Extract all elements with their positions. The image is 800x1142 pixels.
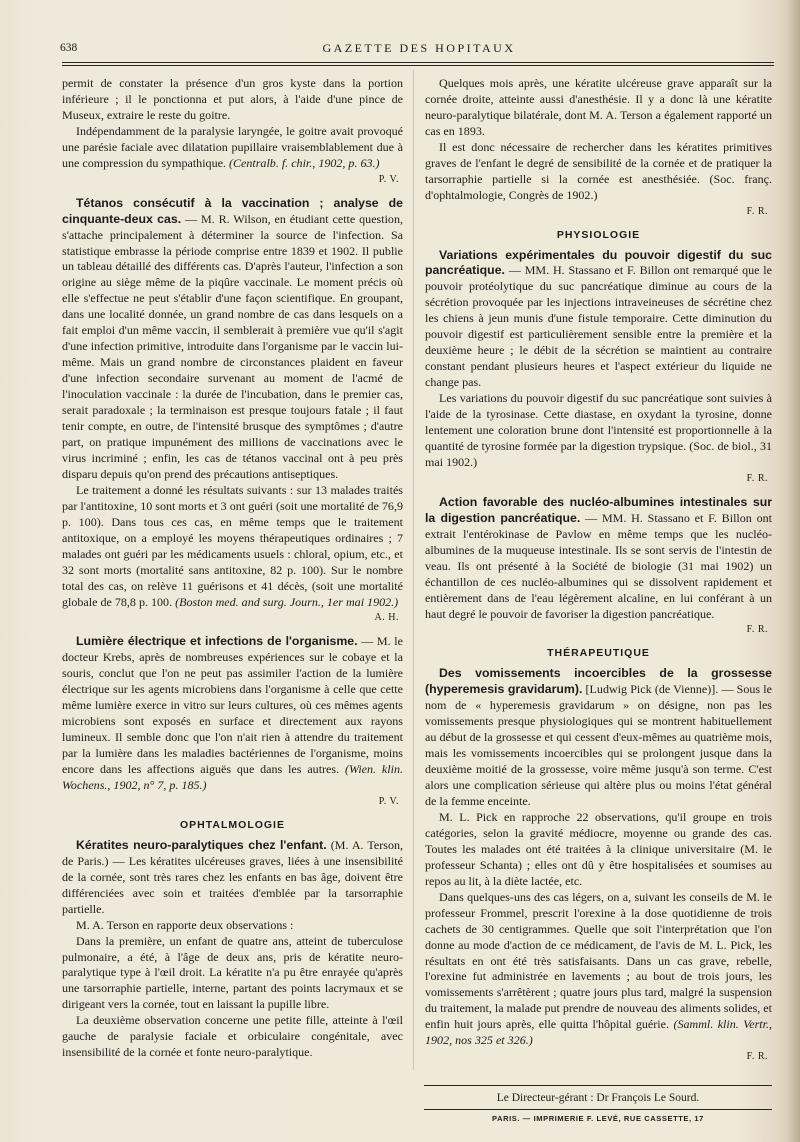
article-paragraph: Indépendamment de la paralysie laryngée, le goitre avait provoqué une parésie faciale avec dilatation pupillaire vraisemblablement due à une compression du sympathique. (Centralb. f. chir., 1902, p. 63.) xyxy=(62,123,403,170)
article-paragraph: Kératites neuro-paralytiques chez l'enfant. (M. A. Terson, de Paris.) — Les kératites ulcéreuses graves, liées à une insensibilité de la cornée, sont très rares chez les enfants en bas âge, doivent être différenciées avec soin et traitées d'emblée par la tarsorraphie partielle. xyxy=(62,837,403,916)
author-initials: F. R. xyxy=(746,624,768,636)
article-reference: (Boston med. and surg. Journ., 1er mai 1902.) xyxy=(175,594,399,609)
article-title: Tétanos consécutif à la vaccination ; analyse de cinquante-deux cas. xyxy=(62,195,403,226)
article-reference: (Centralb. f. chir., 1902, p. 63.) xyxy=(228,155,380,170)
article-paragraph: Action favorable des nucléo-albumines intestinales sur la digestion pancréatique. — MM. H. Stassano et F. Billon ont extrait l'entérokinase de Pavlow en même temps que les nucléo-albumines de la muqueuse intestinale. Ils se sont servis de l'intestin de veau. Ils ont présenté à la Société de biologie (31 mai 1902) un échantillon de ces nucléo-albumines qui se dissolvent rapidement et entièrement dans de l'eau légèrement alcaline, en lui conférant à un haut degré le pouvoir de favoriser la digestion pancréatique. xyxy=(425,494,773,621)
article-paragraph: Tétanos consécutif à la vaccination ; analyse de cinquante-deux cas. — M. R. Wilson, en étudiant cette question, s'attache principalement à déterminer la source de l'infection. Sa statistique embrasse la période comprise entre 1839 et 1902. Il publie un tableau détaillé des différents cas. D'après l'auteur, l'infection a son origine au siège même de la piqûre vaccinale. Le moment précis où elle s'effectue ne peut s'établir d'une façon scientifique. En groupant, dans une localité donnée, un grand nombre de cas dans lesquels on a fait emploi d'un même vaccin, il semblerait à première vue qu'il s'agit d'une infection primitive, introduite dans l'organisme par le vaccin lui-même. Mais un grand nombre de circonstances plaident en faveur d'une infection secondaire survenant au moment de l'acmé de l'inoculation vaccinale : la durée de l'incubation, dans le premier cas, serait paradoxale ; la terminaison est presque toujours fatale ; il faut tenir compte, en outre, de l'intensité brusque des symptômes ; d'autre part, on pratique impunément des millions de vaccinations avec le virus incriminé ; enfin, les cas de tétanos vaccinal ont à peu près disparu depuis qu'on prend des précautions antiseptiques. xyxy=(62,195,403,481)
article-paragraph: Lumière électrique et infections de l'organisme. — M. le docteur Krebs, après de nombreuses expériences sur le cobaye et la souris, conclut que l'on ne peut pas assimiler l'action de la lumière électrique sur les agents microbiens dans l'organisme à celle que cette même lumière exerce in vitro sur leurs cultures, où ces mêmes agents microbiens sont exposés en surface et directement aux rayons lumineux. Il semble donc que l'on n'ait rien à attendre du traitement par la lumière dans les maladies bactériennes de l'organisme, moins encore dans les affections aiguës que dans les autres. (Wien. klin. Wochens., 1902, n° 7, p. 185.) xyxy=(62,634,403,792)
article-paragraph: Dans la première, un enfant de quatre ans, atteint de tuberculose pulmonaire, a été, à l'âge de deux ans, pris de kératite neuro-paralytique type à l'œil droit. La kératite n'a pu être enrayée qu'après une tarsorraphie partielle, interne, partant des points lacrymaux et se dirigeant vers la cornée, tout en laissant la pupille libre. xyxy=(62,933,403,1012)
page-header xyxy=(60,38,778,58)
author-initials: F. R. xyxy=(746,472,768,484)
director-line: Le Directeur-gérant : Dr François Le Sourd. xyxy=(496,1092,700,1104)
article-paragraph: Il est donc nécessaire de rechercher dans les kératites primitives graves de l'enfant le degré de sensibilité de la cornée et de pratiquer la tarsorraphie partielle si la cornée est anesthésiée. (Soc. franç. d'ophtalmologie, Congrès de 1902.) xyxy=(425,139,772,202)
article-paragraph: Quelques mois après, une kératite ulcéreuse grave apparaît sur la cornée droite, atteinte aussi d'anesthésie. Il y a donc là une kératite neuro-paralytique bilatérale, dont M. A. Terson a également rapporté un cas en 1893. xyxy=(425,76,772,138)
page-edge-shadow xyxy=(788,0,800,1142)
article-title: Kératites neuro-paralytiques chez l'enfant. xyxy=(76,837,327,852)
article-title: Action favorable des nucléo-albumines intestinales sur la digestion pancréatique. xyxy=(425,494,772,525)
author-initials: P. V. xyxy=(378,173,399,185)
footer-rule xyxy=(424,1085,772,1086)
article-paragraph: Dans quelques-uns des cas légers, on a, suivant les conseils de M. le professeur Frommel, prescrit l'orexine à la dose quotidienne de trois cachets de 30 centigrammes. Quelle que soit l'interprétation que l'on donne au mode d'action de ce médicament, de l'avis de M. L. Pick, les résultats en ont été très satisfaisants. Dans un cas grave, rebelle, l'orexine fut administrée en lavements ; au bout de trois jours, les vomissements s'arrêtèrent ; quatre jours plus tard, malgré la suspension du traitement, la malade put prendre de nouveau des aliments solides, et enfin huit jours après, elle quitta l'hôpital guérie. (Samml. klin. Vertr., 1902, nos 325 et 326.) xyxy=(425,889,773,1048)
left-column xyxy=(62,76,403,1061)
header-rule-double xyxy=(62,65,774,66)
author-initials: F. R. xyxy=(746,205,768,217)
journal-title: GAZETTE DES HOPITAUX xyxy=(322,41,516,55)
section-heading: PHYSIOLOGIE xyxy=(556,228,641,241)
article-title: Variations expérimentales du pouvoir digestif du suc pancréatique. xyxy=(425,247,772,278)
section-heading: OPHTALMOLOGIE xyxy=(180,818,285,831)
author-initials: F. R. xyxy=(746,1051,768,1063)
article-paragraph: Les variations du pouvoir digestif du suc pancréatique sont suivies à l'aide de la tyrosinase. Cette diastase, en oxydant la tyrosine, donne lentement une coloration brune dont l'intensité est proportionnelle à la quantité de tyrosine formée par la digestion trypsique. (Soc. de biol., 31 mai 1902.) xyxy=(425,391,772,469)
article-paragraph: Le traitement a donné les résultats suivants : sur 13 malades traités par l'antitoxine, 10 sont morts et 3 ont guéri (soit une mortalité de 76,9 p. 100). Dans tous ces cas, en même temps que le traitement antitoxique, on a employé les moyens thérapeutiques ordinaires ; 7 malades ont guéri par les médicaments usuels : chloral, opium, etc., et 32 sont morts (mortalité sans antitoxine, 82 p. 100). Sur le nombre total des cas, on relève 11 guérisons et 41 décès, (soit une mortalité globale de 78,8 p. 100. (Boston med. and surg. Journ., 1er mai 1902.) xyxy=(62,482,403,609)
header-rule xyxy=(62,62,774,63)
article-paragraph: La deuxième observation concerne une petite fille, atteinte à l'œil gauche de paralysie faciale et orbiculaire congénitale, avec insensibilité de la cornée et fonte neuro-paralytique. xyxy=(62,1013,403,1060)
column-divider xyxy=(413,70,414,1070)
article-reference: (Samml. klin. Vertr., 1902, nos 325 et 326.) xyxy=(425,1017,773,1048)
article-reference: (Wien. klin. Wochens., 1902, n° 7, p. 185.) xyxy=(62,762,403,792)
article-paragraph: permit de constater la présence d'un gros kyste dans la portion inférieure ; il le ponctionna et put alors, à l'aide d'une pince de Museux, extraire le reste du goitre. xyxy=(62,76,403,122)
article-title: Lumière électrique et infections de l'organisme. xyxy=(76,634,358,649)
article-title: Des vomissements incoercibles de la grossesse (hyperemesis gravidarum). xyxy=(425,666,772,697)
printer-line: PARIS. — IMPRIMERIE F. LEVÉ, RUE CASSETTE, 17 xyxy=(492,1114,704,1123)
article-paragraph: Des vomissements incoercibles de la grossesse (hyperemesis gravidarum). [Ludwig Pick (de Vienne)]. — Sous le nom de « hyperemesis gravidarum » on désigne, non pas les vomissements presque physiologiques qui se montrent habituellement au début de la grossesse et qui cessent d'eux-mêmes au quatrième mois, mais les vomissements incoercibles qui se prolongent jusque dans la deuxième moitié de la grossesse, voire même jusqu'à son terme. C'est alors une complication sérieuse qui altère plus ou moins l'état général de la femme enceinte. xyxy=(425,666,772,808)
right-column xyxy=(425,76,772,1065)
footer-rule-lower xyxy=(424,1109,772,1110)
article-paragraph: M. L. Pick en rapproche 22 observations, qu'il groupe en trois catégories, selon la gravité médiocre, moyenne ou grande des cas. Toutes les malades ont été traitées à la clinique universitaire (M. le professeur Schanta) ; elles ont dû y être hospitalisées et soumises au repos au lit, à la diète lactée, etc. xyxy=(425,809,772,888)
article-paragraph: M. A. Terson en rapporte deux observations : xyxy=(76,917,294,932)
section-heading: THÉRAPEUTIQUE xyxy=(547,647,650,660)
page-number: 638 xyxy=(60,42,78,54)
author-initials: P. V. xyxy=(378,795,399,807)
author-initials: A. H. xyxy=(374,612,399,624)
article-paragraph: Variations expérimentales du pouvoir digestif du suc pancréatique. — MM. H. Stassano et F. Billon ont remarqué que le pouvoir protéolytique du suc pancréatique diminue au cours de la sécrétion provoquée par les injections intraveineuses de sécrétine chez les chiens à jeun munis d'une fistule temporaire. Cette diminution du pouvoir digestif est particulièrement sensible entre la première et la deuxième heure ; le débit de la sécrétion se maintient au contraire constant pendant plusieurs heures et l'aspect extérieur du liquide ne change pas. xyxy=(425,247,772,390)
